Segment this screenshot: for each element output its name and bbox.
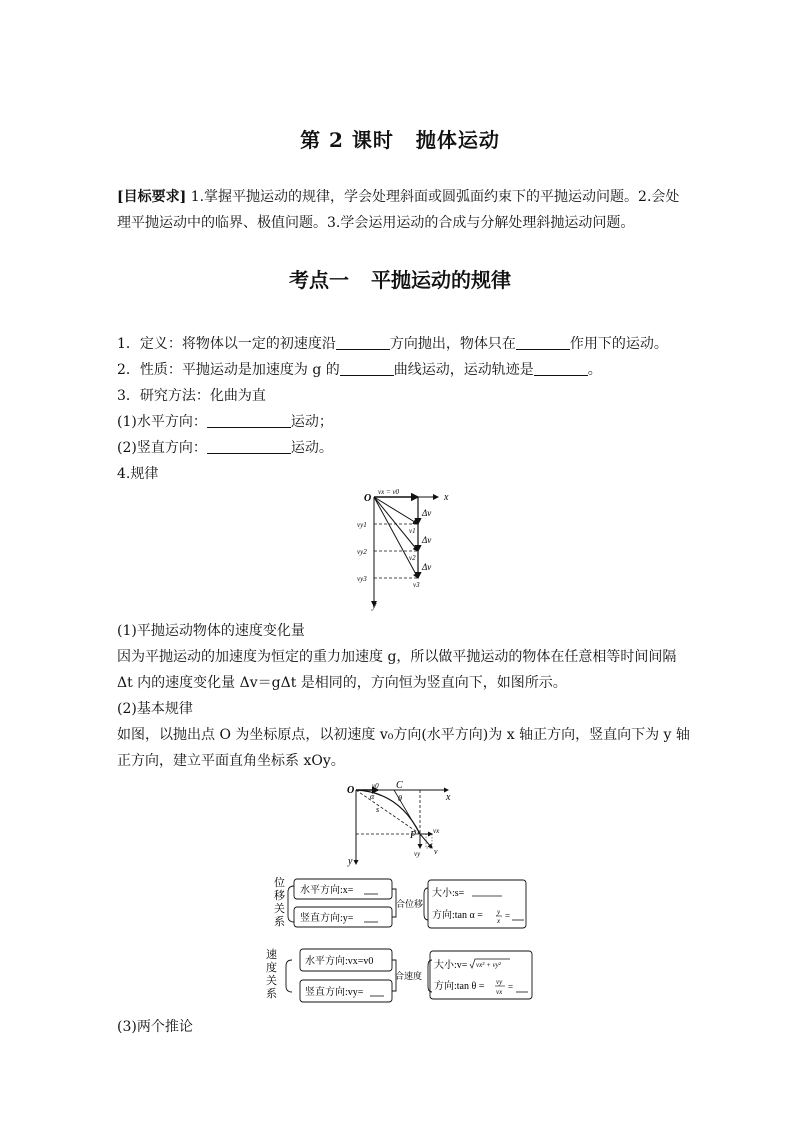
sub1-line-2: Δt 内的速度变化量 Δv＝gΔt 是相同的，方向恒为竖直向下，如图所示。 xyxy=(117,675,567,691)
horizontal-text: 水平方向:vx=v0 xyxy=(305,956,374,967)
definition-text-b: 方向抛出，物体只在 xyxy=(389,336,516,352)
side-char: 位 xyxy=(274,877,285,889)
definition-line xyxy=(117,333,668,353)
svg-text:=: = xyxy=(508,982,514,992)
combine-label: 合位移 xyxy=(396,899,424,909)
objective-tag: [目标要求] xyxy=(117,189,187,205)
point-p-label: P xyxy=(410,830,417,841)
svg-text:vy: vy xyxy=(496,978,503,986)
delta-v-label: Δv xyxy=(422,562,432,572)
x-axis-label: x xyxy=(444,492,449,503)
answer-blank[interactable] xyxy=(534,361,588,376)
side-char: 关 xyxy=(266,975,277,987)
method-line: 3．研究方法：化曲为直 xyxy=(117,388,266,404)
v3-label: v3 xyxy=(413,581,420,589)
sub1-heading: (1)平抛运动物体的速度变化量 xyxy=(117,623,305,639)
section-number: 考点一 xyxy=(289,268,349,292)
definition-text-c: 作用下的运动。 xyxy=(569,336,668,352)
origin-label: O xyxy=(364,493,372,504)
side-char: 系 xyxy=(274,916,285,928)
svg-text:x: x xyxy=(497,917,501,925)
objective-line-1: 1.掌握平抛运动的规律，学会处理斜面或圆弧面约束下的平抛运动问题。2.会处 xyxy=(186,189,680,205)
y-axis-label: y xyxy=(372,600,377,611)
displacement-relation-diagram xyxy=(268,874,532,934)
magnitude-text: 大小:v= xyxy=(434,960,468,971)
origin-label: O xyxy=(347,785,355,796)
law-heading: 4.规律 xyxy=(117,466,159,482)
lesson-title xyxy=(0,124,800,153)
vertical-text-a: (2)竖直方向： xyxy=(117,440,207,456)
horizontal-text-a: (1)水平方向： xyxy=(117,414,207,430)
horizontal-line xyxy=(117,411,333,431)
answer-blank[interactable] xyxy=(516,335,570,350)
side-char: 系 xyxy=(266,988,277,1000)
side-char: 移 xyxy=(274,890,285,902)
side-char: 速 xyxy=(266,949,277,961)
property-text-b: 曲线运动，运动轨迹是 xyxy=(393,362,534,378)
svg-text:=: = xyxy=(505,911,511,921)
projectile-coordinate-figure xyxy=(344,778,456,870)
vy1-label: vy1 xyxy=(357,521,367,529)
answer-blank[interactable] xyxy=(340,361,394,376)
displacement-label: s xyxy=(376,805,380,814)
section-heading xyxy=(0,264,800,293)
answer-blank[interactable] xyxy=(207,413,291,428)
vertical-text-b: 运动。 xyxy=(290,440,333,456)
vx-label: vx xyxy=(433,827,440,835)
answer-blank[interactable] xyxy=(207,439,291,454)
property-line xyxy=(117,359,602,379)
side-char: 度 xyxy=(266,962,277,974)
vy-label: vy xyxy=(414,850,421,858)
answer-blank[interactable] xyxy=(336,335,390,350)
combine-label: 合速度 xyxy=(395,971,423,981)
horizontal-text-b: 运动； xyxy=(290,414,333,430)
delta-v-label: Δv xyxy=(422,508,432,518)
vertical-text: 竖直方向:vy= xyxy=(305,987,364,998)
point-c-label: C xyxy=(396,780,403,791)
direction-text: 方向:tan θ = xyxy=(434,981,485,992)
x-axis-label: x xyxy=(446,792,451,803)
alpha-label: α xyxy=(370,792,375,801)
lesson-topic: 抛体运动 xyxy=(415,128,500,152)
objective-block xyxy=(117,184,687,236)
property-text-a: 2．性质：平抛运动是加速度为 g 的 xyxy=(117,362,340,378)
lesson-number: 第 2 课时 xyxy=(300,128,394,152)
direction-text: 方向:tan α = xyxy=(432,910,483,921)
objective-line-2: 理平抛运动中的临界、极值问题。3.学会运用运动的合成与分解处理斜抛运动问题。 xyxy=(117,215,635,231)
svg-text:vx: vx xyxy=(496,988,503,996)
delta-v-label: Δv xyxy=(422,535,432,545)
vx-label: vx = v0 xyxy=(378,488,400,496)
magnitude-text: 大小:s= xyxy=(432,888,465,899)
sub2-line-1: 如图，以抛出点 O 为坐标原点，以初速度 v₀方向(水平方向)为 x 轴正方向，竖直向下为 y 轴 xyxy=(117,727,690,743)
velocity-relation-diagram xyxy=(260,944,540,1008)
v1-label: v1 xyxy=(409,527,416,535)
sub1-line-1: 因为平抛运动的加速度为恒定的重力加速度 g，所以做平抛运动的物体在任意相等时间间隔 xyxy=(117,649,677,665)
side-char: 关 xyxy=(274,903,285,915)
v-label: v xyxy=(434,847,438,856)
sub3-heading: (3)两个推论 xyxy=(117,1019,193,1035)
vy2-label: vy2 xyxy=(357,548,367,556)
definition-text-a: 1．定义：将物体以一定的初速度沿 xyxy=(117,336,336,352)
svg-text:vx² + vy²: vx² + vy² xyxy=(476,961,501,969)
property-text-c: 。 xyxy=(587,362,602,378)
vertical-line xyxy=(117,437,333,457)
section-topic: 平抛运动的规律 xyxy=(371,268,511,292)
vy3-label: vy3 xyxy=(357,575,367,583)
velocity-change-figure xyxy=(356,486,456,612)
v0-label: v0 xyxy=(372,782,379,790)
sub2-line-2: 正方向，建立平面直角坐标系 xOy。 xyxy=(117,753,345,769)
vertical-text: 竖直方向:y= xyxy=(300,913,354,924)
theta-label: θ xyxy=(398,794,402,803)
horizontal-text: 水平方向:x= xyxy=(300,885,354,896)
sub2-heading: (2)基本规律 xyxy=(117,701,193,717)
v2-label: v2 xyxy=(409,554,416,562)
svg-text:y: y xyxy=(497,908,501,916)
y-axis-label: y xyxy=(348,856,353,867)
